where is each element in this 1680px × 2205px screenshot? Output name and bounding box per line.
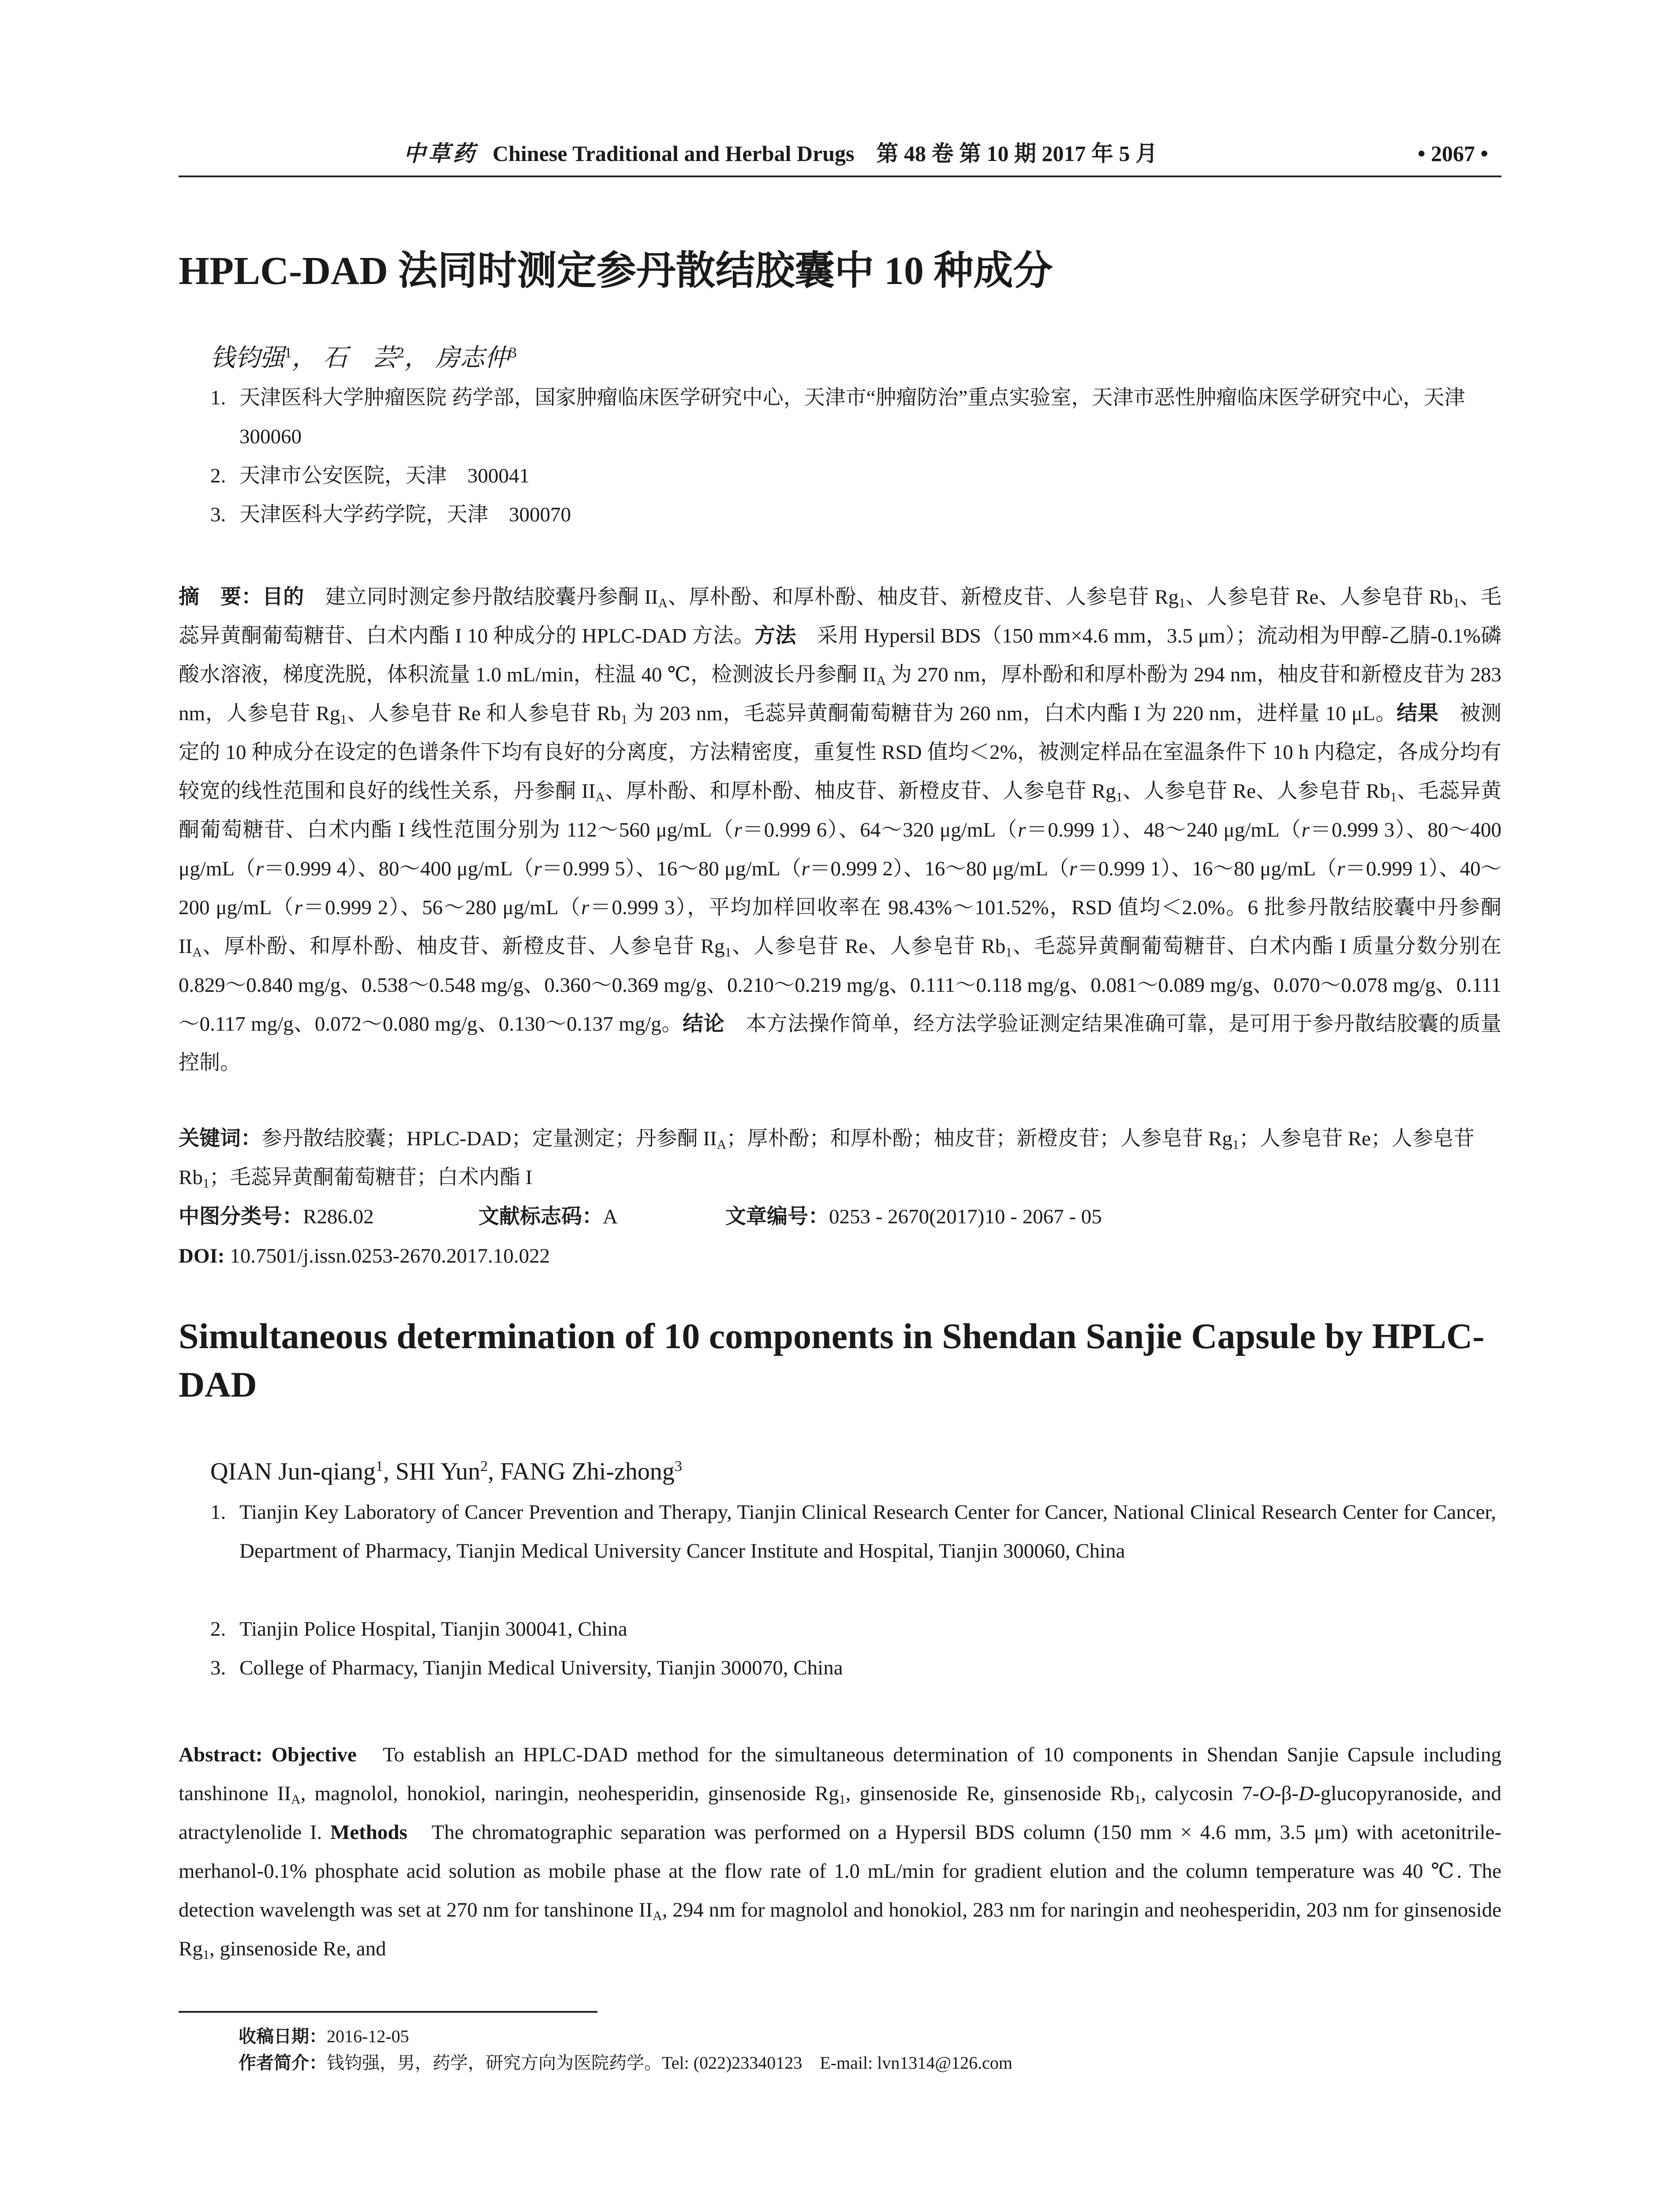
footnote-received: 收稿日期：2016-12-05: [239, 2026, 409, 2047]
methods-en-label: Methods: [330, 1821, 407, 1844]
abstract-label: 摘 要：: [179, 585, 262, 609]
footnote-author: 作者简介：钱钧强，男，药学，研究方向为医院药学。Tel: (022)23340123 E-mail: lvn1314@126.com: [239, 2053, 1013, 2073]
doi-label: DOI:: [179, 1245, 225, 1267]
doi[interactable]: [179, 1238, 550, 1274]
keywords-cn: [179, 1119, 1501, 1197]
paper-page: [179, 0, 1501, 2205]
doc-code: 文献标志码：A: [478, 1204, 618, 1229]
author-en: FANG Zhi-zhong$^3$: [500, 1458, 682, 1485]
methods-text: 采用 Hypersil BDS（150 mm×4.6 mm，3.5 μm）；流动相为甲醇-乙腈-0.1%磷酸水溶液，梯度洗脱，体积流量 1.0 mL/min，柱温 40 ℃，检测波长丹参酮 $II_A$ 为 270 nm，厚朴酚和和厚朴酚为 294 nm，柚皮苷和新橙皮苷为 283 nm，人参皂苷 $Rg_1$、人参皂苷 Re 和人参皂苷 $Rb_1$ 为 203 nm，毛蕊异黄酮葡萄糖苷为 260 nm，白术内酯 I 为 220 nm，进样量 10 μL。: [179, 624, 1502, 727]
page-number: • 2067 •: [1417, 141, 1488, 166]
affiliation-en: 3. College of Pharmacy, Tianjin Medical University, Tianjin 300070, China: [210, 1656, 843, 1679]
methods-label: 方法: [754, 624, 796, 648]
clc: 中图分类号：R286.02: [179, 1204, 374, 1229]
author-cn: 钱钧强$^1$，: [210, 344, 317, 372]
title-cn: HPLC-DAD 法同时测定参丹散结胶囊中 10 种成分: [179, 249, 1053, 293]
classification-line: [179, 1197, 1501, 1236]
abstract-en-label: Abstract: Objective: [179, 1743, 357, 1766]
journal-info: [403, 140, 1157, 167]
objective-en-text: To establish an HPLC-DAD method for the simultaneous determination of 10 components in Shendan Sanjie Capsule including tanshinone $II_A$, magnolol, honokiol, naringin, neohesperidin, ginsenoside $Rg_1$, ginsenoside Re, ginsenoside $Rb_1$, calycosin 7-O-β-D-glucopyranoside, and atractylenolide I.: [179, 1743, 1501, 1844]
header-rule: [179, 176, 1501, 177]
author-cn: 石 芸$^2$，: [323, 344, 429, 372]
journal-name-en: Chinese Traditional and Herbal Drugs: [493, 141, 855, 166]
objective-text: 建立同时测定参丹散结胶囊丹参酮 $II_A$、厚朴酚、和厚朴酚、柚皮苷、新橙皮苷、人参皂苷 $Rg_1$、人参皂苷 Re、人参皂苷 $Rb_1$、毛蕊异黄酮葡萄糖苷、白术内酯 I 10 种成分的 HPLC-DAD 方法。: [179, 586, 1502, 647]
affiliation-en: 2. Tianjin Police Hospital, Tianjin 300041, China: [210, 1618, 627, 1641]
affiliation-en: 1. Tianjin Key Laboratory of Cancer Prevention and Therapy, Tianjin Clinical Research Center for Cancer, National Clinical Research Center for Cancer, Department of Pharmacy, Tianjin Medical University Cancer Institute and Hospital, Tianjin 300060, China: [210, 1501, 1496, 1562]
abstract-en: [179, 1735, 1501, 1968]
footnote-rule: [179, 2011, 597, 2013]
affiliation-cn: 1. 天津医科大学肿瘤医院 药学部，国家肿瘤临床医学研究中心，天津市“肿瘤防治”重点实验室，天津市恶性肿瘤临床医学研究中心，天津 300060: [210, 386, 1486, 448]
objective-label: 目的: [262, 585, 304, 609]
running-header: [179, 140, 1501, 167]
affiliation-cn: 3. 天津医科大学药学院，天津 300070: [210, 503, 571, 526]
results-label: 结果: [1396, 701, 1439, 725]
conclusion-label: 结论: [682, 1012, 725, 1036]
doi-value[interactable]: 10.7501/j.issn.0253-2670.2017.10.022: [230, 1245, 550, 1267]
issue-info: 第 48 卷 第 10 期 2017 年 5 月: [876, 141, 1157, 166]
conclusion-text: 本方法操作简单，经方法学验证测定结果准确可靠，是可用于参丹散结胶囊的质量控制。: [179, 1013, 1502, 1074]
journal-name-cn: 中草药: [403, 141, 478, 166]
author-cn: 房志仲$^3$: [435, 344, 517, 372]
affiliation-cn: 2. 天津市公安医院，天津 300041: [210, 464, 530, 487]
results-text: 被测定的 10 种成分在设定的色谱条件下均有良好的分离度，方法精密度，重复性 RSD 值均＜2%，被测定样品在室温条件下 10 h 内稳定，各成分均有较宽的线性范围和良好的线性关系，丹参酮 $II_A$、厚朴酚、和厚朴酚、柚皮苷、新橙皮苷、人参皂苷 $Rg_1$、人参皂苷 Re、人参皂苷 $Rb_1$、毛蕊异黄酮葡萄糖苷、白术内酯 I 线性范围分别为 112～560 μg/mL（r＝0.999 6）、64～320 μg/mL（r＝0.999 1）、48～240 μg/mL（r＝0.999 3）、80～400 μg/mL（r＝0.999 4）、80～400 μg/mL（r＝0.999 5）、16～80 μg/mL（r＝0.999 2）、16～80 μg/mL（r＝0.999 1）、16～80 μg/mL（r＝0.999 1）、40～200 μg/mL（r＝0.999 2）、56～280 μg/mL（r＝0.999 3），平均加样回收率在 98.43%～101.52%，RSD 值均＜2.0%。6 批参丹散结胶囊中丹参酮 $II_A$、厚朴酚、和厚朴酚、柚皮苷、新橙皮苷、人参皂苷 $Rg_1$、人参皂苷 Re、人参皂苷 $Rb_1$、毛蕊异黄酮葡萄糖苷、白术内酯 I 质量分数分别在 0.829～0.840 mg/g、0.538～0.548 mg/g、0.360～0.369 mg/g、0.210～0.219 mg/g、0.111～0.118 mg/g、0.081～0.089 mg/g、0.070～0.078 mg/g、0.111～0.117 mg/g、0.072～0.080 mg/g、0.130～0.137 mg/g。: [179, 702, 1502, 1035]
keywords-text: 参丹散结胶囊；HPLC-DAD；定量测定；丹参酮 $II_A$；厚朴酚；和厚朴酚；柚皮苷；新橙皮苷；人参皂苷 $Rg_1$；人参皂苷 Re；人参皂苷 $Rb_1$；毛蕊异黄酮葡萄糖苷；白术内酯 I: [179, 1127, 1475, 1191]
keywords-label: 关键词：: [179, 1126, 261, 1151]
author-en: SHI Yun$^2$,: [395, 1458, 500, 1485]
methods-en-text: The chromatographic separation was performed on a Hypersil BDS column (150 mm × 4.6 mm, 3.5 μm) with acetonitrile-merhanol-0.1% phosphate acid solution as mobile phase at the flow rate of 1.0 mL/min for gradient elution and the column temperature was 40 ℃. The detection wavelength was set at 270 nm for tanshinone $II_A$, 294 nm for magnolol and honokiol, 283 nm for naringin and neohesperidin, 203 nm for ginsenoside $Rg_1$, ginsenoside Re, and: [179, 1821, 1502, 1962]
title-en: Simultaneous determination of 10 components in Shendan Sanjie Capsule by HPLC-DAD: [179, 1316, 1485, 1405]
article-no: 文章编号：0253 - 2670(2017)10 - 2067 - 05: [725, 1204, 1102, 1229]
abstract-cn: [179, 578, 1501, 1082]
authors-en: [210, 1449, 682, 1489]
authors-cn: [210, 335, 517, 376]
author-en: QIAN Jun-qiang$^1$,: [210, 1458, 396, 1485]
